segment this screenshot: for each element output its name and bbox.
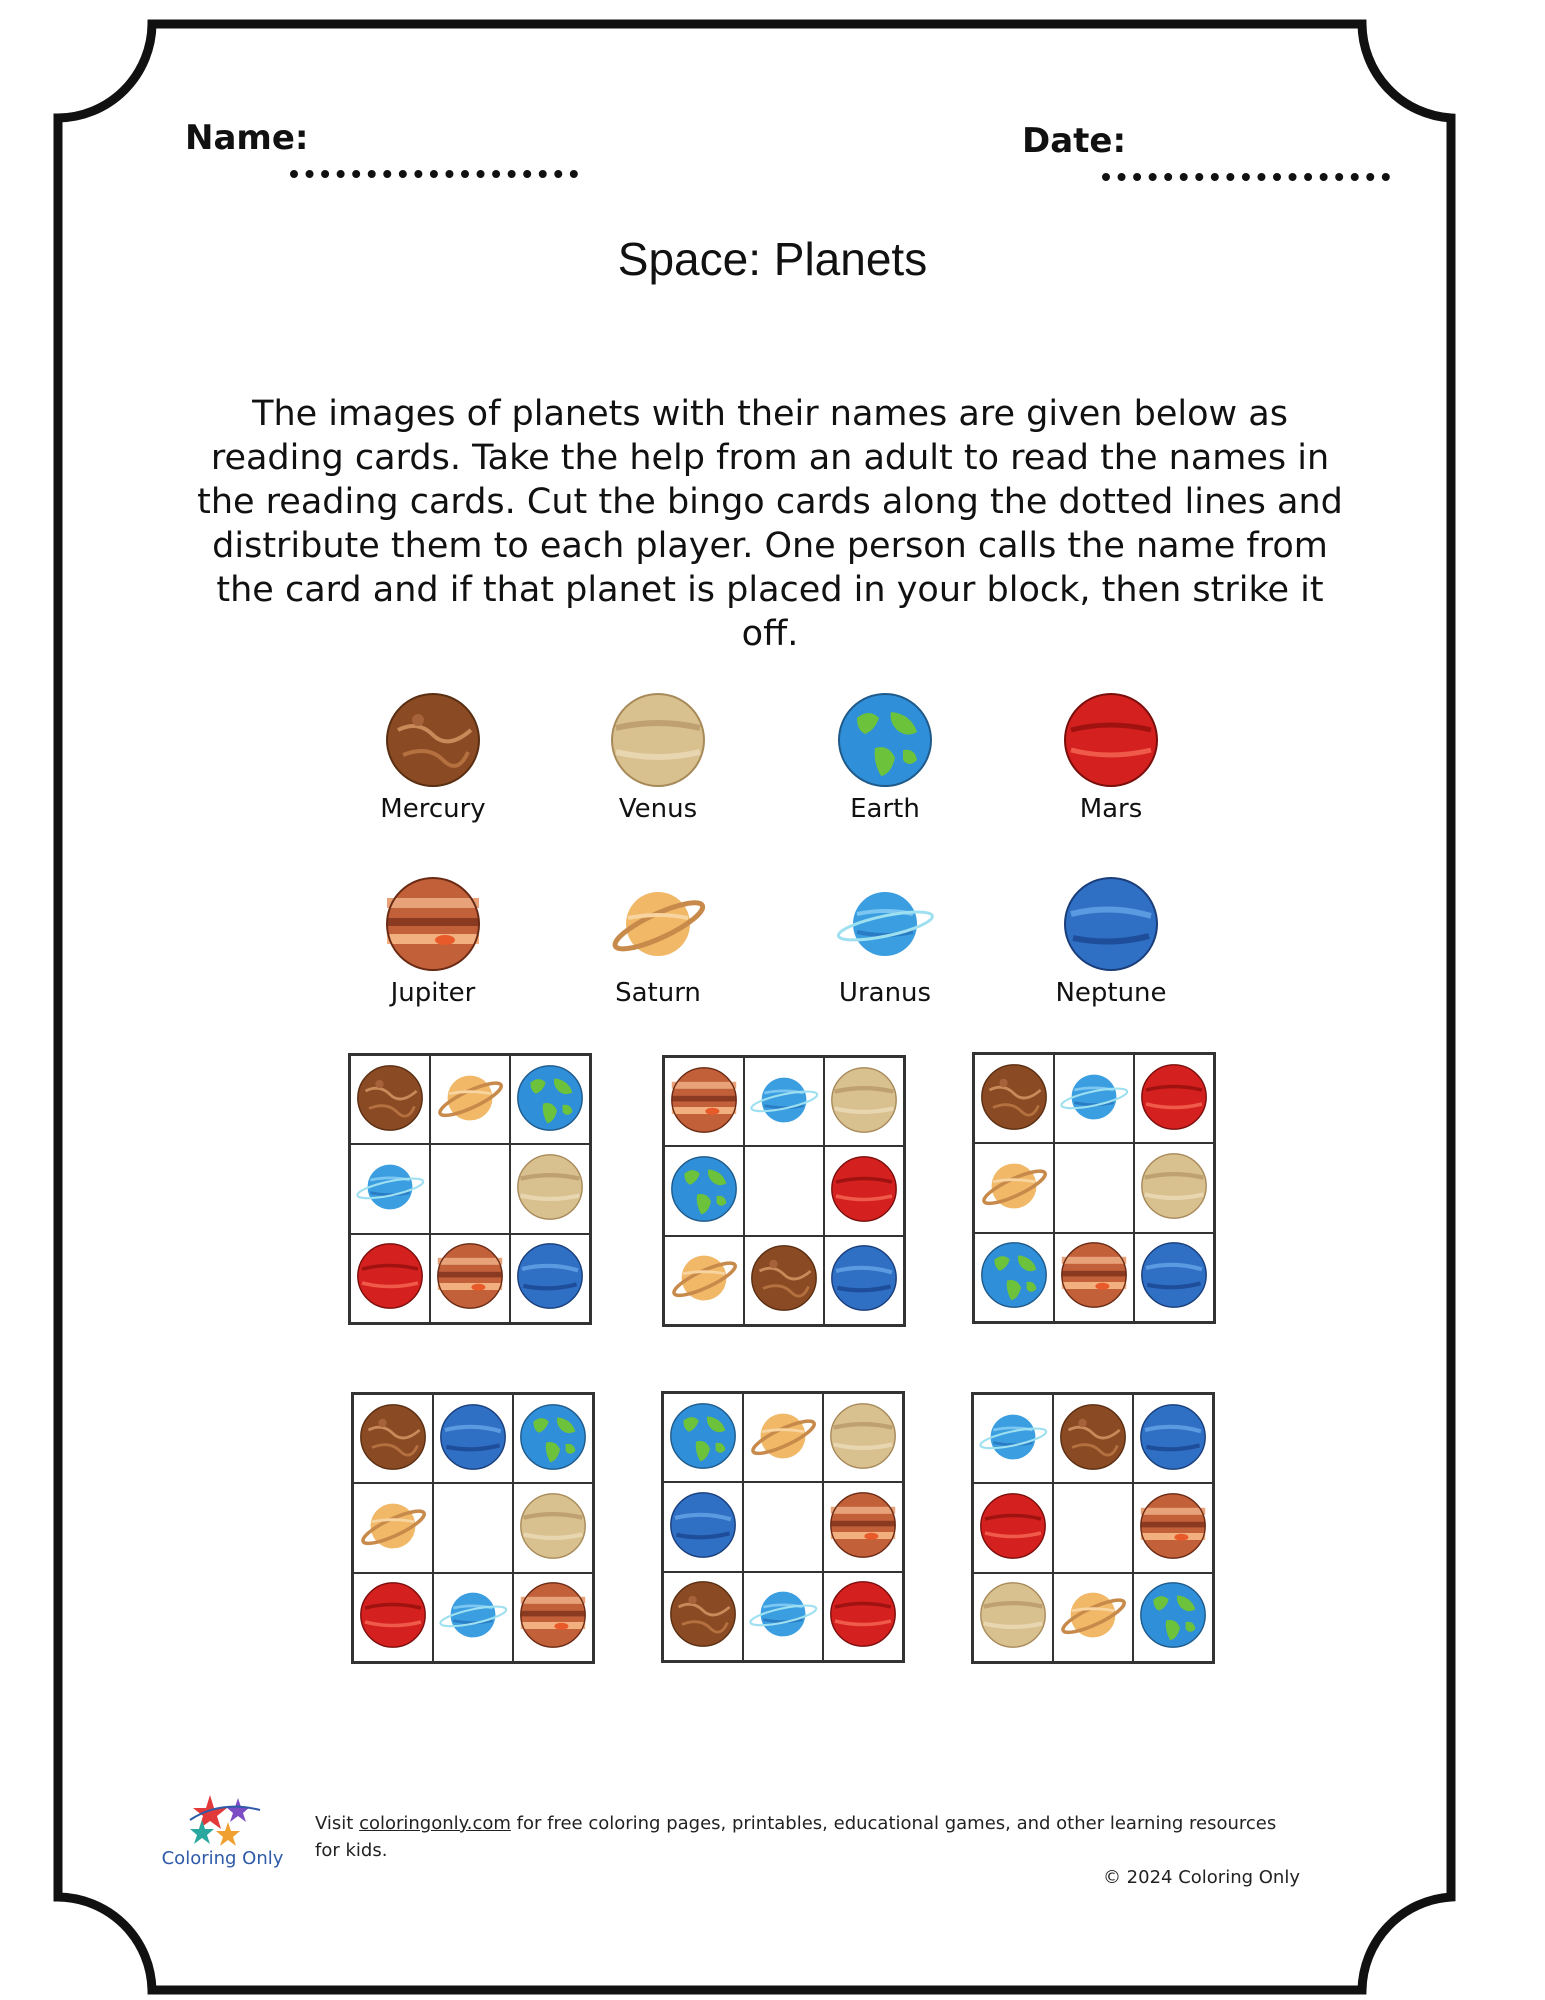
bingo-cell-neptune[interactable] xyxy=(824,1236,904,1325)
reading-card-label-uranus: Uranus xyxy=(838,978,932,1008)
uranus-icon xyxy=(835,874,935,974)
jupiter-icon xyxy=(1138,1491,1208,1565)
bingo-cell-venus[interactable] xyxy=(973,1573,1053,1662)
copyright-text: © 2024 Coloring Only xyxy=(1102,1867,1300,1888)
venus-icon xyxy=(608,690,708,790)
mars-icon xyxy=(355,1241,425,1315)
date-fill-line[interactable] xyxy=(1102,173,1390,181)
mars-icon xyxy=(829,1154,899,1228)
bingo-card-5[interactable] xyxy=(661,1391,905,1663)
bingo-cell-saturn[interactable] xyxy=(353,1483,433,1572)
mercury-icon xyxy=(668,1579,738,1653)
earth-icon xyxy=(518,1402,588,1476)
bingo-cell-free[interactable] xyxy=(743,1482,823,1571)
bingo-cell-neptune[interactable] xyxy=(1134,1233,1214,1322)
reading-card-label-mercury: Mercury xyxy=(380,794,486,824)
bingo-cell-venus[interactable] xyxy=(824,1057,904,1146)
reading-card-label-jupiter: Jupiter xyxy=(390,978,476,1008)
coloringonly-link[interactable]: coloringonly.com xyxy=(359,1813,511,1834)
earth-icon xyxy=(979,1240,1049,1314)
jupiter-icon xyxy=(1059,1240,1129,1314)
bingo-cell-uranus[interactable] xyxy=(350,1144,430,1233)
neptune-icon xyxy=(668,1490,738,1564)
bingo-cell-mars[interactable] xyxy=(973,1483,1053,1572)
bingo-cell-saturn[interactable] xyxy=(430,1055,510,1144)
bingo-cell-uranus[interactable] xyxy=(744,1057,824,1146)
earth-icon xyxy=(669,1154,739,1228)
bingo-cell-earth[interactable] xyxy=(974,1233,1054,1322)
date-label: Date: xyxy=(1022,121,1127,161)
jupiter-icon xyxy=(828,1490,898,1564)
neptune-icon xyxy=(1138,1402,1208,1476)
uranus-icon xyxy=(1059,1062,1129,1136)
bingo-cell-mercury[interactable] xyxy=(1053,1394,1133,1483)
coloring-only-logo-icon xyxy=(180,1790,270,1850)
mars-icon xyxy=(828,1579,898,1653)
mars-icon xyxy=(358,1580,428,1654)
instructions-text: The images of planets with their names are given below as reading cards. Take the help from an adult to read the names in the reading cards. Cut the bingo cards along the dotted lines and distribute them to each player. One person calls the name from the card and if that planet is placed in your block, then strike it off. xyxy=(197,394,1343,654)
bingo-cell-neptune[interactable] xyxy=(433,1394,513,1483)
bingo-cell-mercury[interactable] xyxy=(353,1394,433,1483)
bingo-cell-uranus[interactable] xyxy=(1054,1054,1134,1143)
bingo-card-6[interactable] xyxy=(971,1392,1215,1664)
bingo-cell-venus[interactable] xyxy=(823,1393,903,1482)
bingo-cell-jupiter[interactable] xyxy=(513,1573,593,1662)
bingo-cell-earth[interactable] xyxy=(513,1394,593,1483)
bingo-cell-free[interactable] xyxy=(433,1483,513,1572)
bingo-cell-venus[interactable] xyxy=(510,1144,590,1233)
name-label: Name: xyxy=(185,118,309,158)
bingo-cell-neptune[interactable] xyxy=(510,1234,590,1323)
neptune-icon xyxy=(515,1241,585,1315)
mars-icon xyxy=(978,1491,1048,1565)
mercury-icon xyxy=(1058,1402,1128,1476)
reading-card-label-neptune: Neptune xyxy=(1055,978,1167,1008)
bingo-card-3[interactable] xyxy=(972,1052,1216,1324)
bingo-card-4[interactable] xyxy=(351,1392,595,1664)
earth-icon xyxy=(835,690,935,790)
bingo-cell-free[interactable] xyxy=(1053,1483,1133,1572)
logo-text: Coloring Only xyxy=(161,1848,284,1869)
venus-icon xyxy=(978,1580,1048,1654)
reading-card-label-earth: Earth xyxy=(850,794,920,824)
bingo-cell-free[interactable] xyxy=(430,1144,510,1233)
bingo-cell-jupiter[interactable] xyxy=(823,1482,903,1571)
mars-icon xyxy=(1139,1062,1209,1136)
bingo-cell-mars[interactable] xyxy=(353,1573,433,1662)
bingo-cell-earth[interactable] xyxy=(663,1393,743,1482)
bingo-cell-venus[interactable] xyxy=(513,1483,593,1572)
bingo-cell-mercury[interactable] xyxy=(744,1236,824,1325)
bingo-cell-venus[interactable] xyxy=(1134,1143,1214,1232)
saturn-icon xyxy=(1058,1580,1128,1654)
bingo-cell-mercury[interactable] xyxy=(350,1055,430,1144)
venus-icon xyxy=(518,1491,588,1565)
page-title: Space: Planets xyxy=(617,233,928,285)
venus-icon xyxy=(829,1065,899,1139)
earth-icon xyxy=(515,1063,585,1137)
reading-card-label-saturn: Saturn xyxy=(615,978,701,1008)
bingo-card-1[interactable] xyxy=(348,1053,592,1325)
bingo-cell-jupiter[interactable] xyxy=(664,1057,744,1146)
mercury-icon xyxy=(355,1063,425,1137)
mercury-icon xyxy=(383,690,483,790)
bingo-cell-mars[interactable] xyxy=(823,1572,903,1661)
saturn-icon xyxy=(748,1401,818,1475)
earth-icon xyxy=(1138,1580,1208,1654)
bingo-cell-uranus[interactable] xyxy=(973,1394,1053,1483)
mercury-icon xyxy=(749,1243,819,1317)
venus-icon xyxy=(515,1152,585,1226)
saturn-icon xyxy=(358,1491,428,1565)
bingo-cell-mars[interactable] xyxy=(350,1234,430,1323)
mercury-icon xyxy=(358,1402,428,1476)
uranus-icon xyxy=(438,1580,508,1654)
bingo-cell-free[interactable] xyxy=(1054,1143,1134,1232)
saturn-icon xyxy=(608,874,708,974)
bingo-cell-mars[interactable] xyxy=(824,1146,904,1235)
bingo-cell-jupiter[interactable] xyxy=(430,1234,510,1323)
uranus-icon xyxy=(978,1402,1048,1476)
venus-icon xyxy=(828,1401,898,1475)
bingo-cell-neptune[interactable] xyxy=(1133,1394,1213,1483)
venus-icon xyxy=(1139,1151,1209,1225)
bingo-cell-jupiter[interactable] xyxy=(1054,1233,1134,1322)
neptune-icon xyxy=(829,1243,899,1317)
bingo-cell-mercury[interactable] xyxy=(974,1054,1054,1143)
bingo-cell-saturn[interactable] xyxy=(743,1393,823,1482)
reading-card-label-venus: Venus xyxy=(618,794,698,824)
neptune-icon xyxy=(1139,1240,1209,1314)
bingo-cell-jupiter[interactable] xyxy=(1133,1483,1213,1572)
neptune-icon xyxy=(1061,874,1161,974)
jupiter-icon xyxy=(669,1065,739,1139)
footer-visit-line xyxy=(315,1810,1300,1864)
footer-text xyxy=(315,1810,1300,1891)
footer-visit-suffix: for free coloring pages, printables, educational games, and other learning resources for kids. xyxy=(315,1813,1277,1861)
reading-card-label-mars: Mars xyxy=(1079,794,1143,824)
bingo-cell-free[interactable] xyxy=(744,1146,824,1235)
bingo-cell-earth[interactable] xyxy=(664,1146,744,1235)
bingo-cell-mars[interactable] xyxy=(1134,1054,1214,1143)
jupiter-icon xyxy=(435,1241,505,1315)
bingo-cell-saturn[interactable] xyxy=(974,1143,1054,1232)
earth-icon xyxy=(668,1401,738,1475)
bingo-cell-uranus[interactable] xyxy=(433,1573,513,1662)
bingo-card-2[interactable] xyxy=(662,1055,906,1327)
saturn-icon xyxy=(979,1151,1049,1225)
name-fill-line[interactable] xyxy=(290,170,578,178)
bingo-cell-earth[interactable] xyxy=(1133,1573,1213,1662)
mercury-icon xyxy=(979,1062,1049,1136)
uranus-icon xyxy=(355,1152,425,1226)
mars-icon xyxy=(1061,690,1161,790)
jupiter-icon xyxy=(383,874,483,974)
bingo-cell-saturn[interactable] xyxy=(1053,1573,1133,1662)
bingo-cell-mercury[interactable] xyxy=(663,1572,743,1661)
saturn-icon xyxy=(435,1063,505,1137)
neptune-icon xyxy=(438,1402,508,1476)
footer-visit-prefix: Visit xyxy=(315,1813,360,1834)
saturn-icon xyxy=(669,1243,739,1317)
bingo-cell-saturn[interactable] xyxy=(664,1236,744,1325)
jupiter-icon xyxy=(518,1580,588,1654)
bingo-cell-earth[interactable] xyxy=(510,1055,590,1144)
bingo-cell-neptune[interactable] xyxy=(663,1482,743,1571)
uranus-icon xyxy=(749,1065,819,1139)
uranus-icon xyxy=(748,1579,818,1653)
bingo-cell-uranus[interactable] xyxy=(743,1572,823,1661)
